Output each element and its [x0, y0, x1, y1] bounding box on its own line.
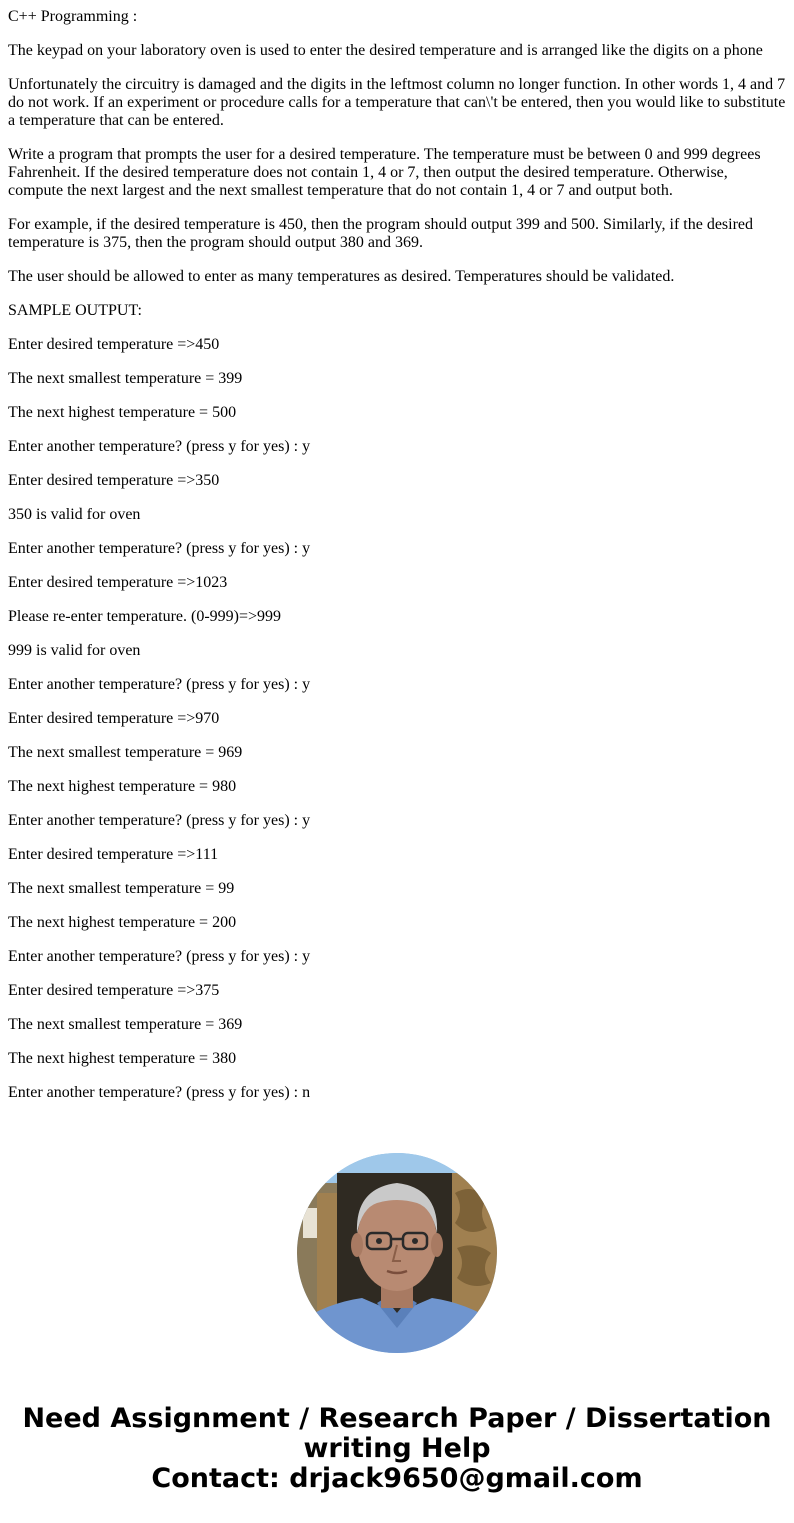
sample-line: The next highest temperature = 380	[8, 1050, 237, 1067]
sample-line: The next smallest temperature = 399	[8, 370, 243, 387]
paragraph: For example, if the desired temperature is 450, then the program should output 399 and 500. Similarly, if the desired temperature is 375, then the program should output 380 and 369.	[8, 216, 754, 251]
sample-line: Enter desired temperature =>350	[8, 472, 220, 489]
sample-line: The next highest temperature = 500	[8, 404, 237, 421]
sample-line: Enter desired temperature =>970	[8, 710, 220, 727]
sample-line: Enter desired temperature =>1023	[8, 574, 228, 591]
sample-output-heading: SAMPLE OUTPUT:	[8, 302, 142, 319]
sample-line: Enter desired temperature =>450	[8, 336, 220, 353]
sample-line: The next smallest temperature = 99	[8, 880, 235, 897]
sample-line: Enter another temperature? (press y for yes) : y	[8, 948, 311, 965]
sample-line: Enter another temperature? (press y for yes) : y	[8, 438, 311, 455]
sample-line: Please re-enter temperature. (0-999)=>999	[8, 608, 282, 625]
sample-line: Enter another temperature? (press y for yes) : y	[8, 540, 311, 557]
sample-line: Enter desired temperature =>375	[8, 982, 220, 999]
sample-line: The next highest temperature = 980	[8, 778, 237, 795]
sample-line: The next highest temperature = 200	[8, 914, 237, 931]
promo-footer	[0, 1404, 794, 1494]
document-heading: C++ Programming :	[8, 8, 138, 25]
sample-line: The next smallest temperature = 369	[8, 1016, 243, 1033]
promo-line: Need Assignment / Research Paper / Dissertation	[22, 1403, 772, 1434]
sample-line: Enter another temperature? (press y for yes) : y	[8, 812, 311, 829]
paragraph: Write a program that prompts the user for a desired temperature. The temperature must be between 0 and 999 degrees Fahrenheit. If the desired temperature does not contain 1, 4 or 7, then output the desired temperature. Otherwise, compute the next largest and the next smallest temperature that do not contain 1, 4 or 7 and output both.	[8, 146, 761, 199]
sample-output	[8, 336, 786, 1102]
sample-line: 999 is valid for oven	[8, 642, 141, 659]
person-portrait-icon	[297, 1153, 497, 1353]
paragraph: The keypad on your laboratory oven is used to enter the desired temperature and is arranged like the digits on a phone	[8, 42, 763, 59]
paragraph: Unfortunately the circuitry is damaged and the digits in the leftmost column no longer function. In other words 1, 4 and 7 do not work. If an experiment or procedure calls for a temperature that can\'t be entered, then you would like to substitute a temperature that can be entered.	[8, 76, 786, 129]
sample-line: 350 is valid for oven	[8, 506, 141, 523]
contact-line: Contact: drjack9650@gmail.com	[151, 1463, 643, 1494]
promo-line: writing Help	[303, 1433, 491, 1464]
paragraph: The user should be allowed to enter as many temperatures as desired. Temperatures should be validated.	[8, 268, 675, 285]
sample-line: Enter another temperature? (press y for yes) : n	[8, 1084, 311, 1101]
sample-line: Enter another temperature? (press y for yes) : y	[8, 676, 311, 693]
sample-line: The next smallest temperature = 969	[8, 744, 243, 761]
author-photo	[297, 1153, 497, 1353]
sample-line: Enter desired temperature =>111	[8, 846, 219, 863]
